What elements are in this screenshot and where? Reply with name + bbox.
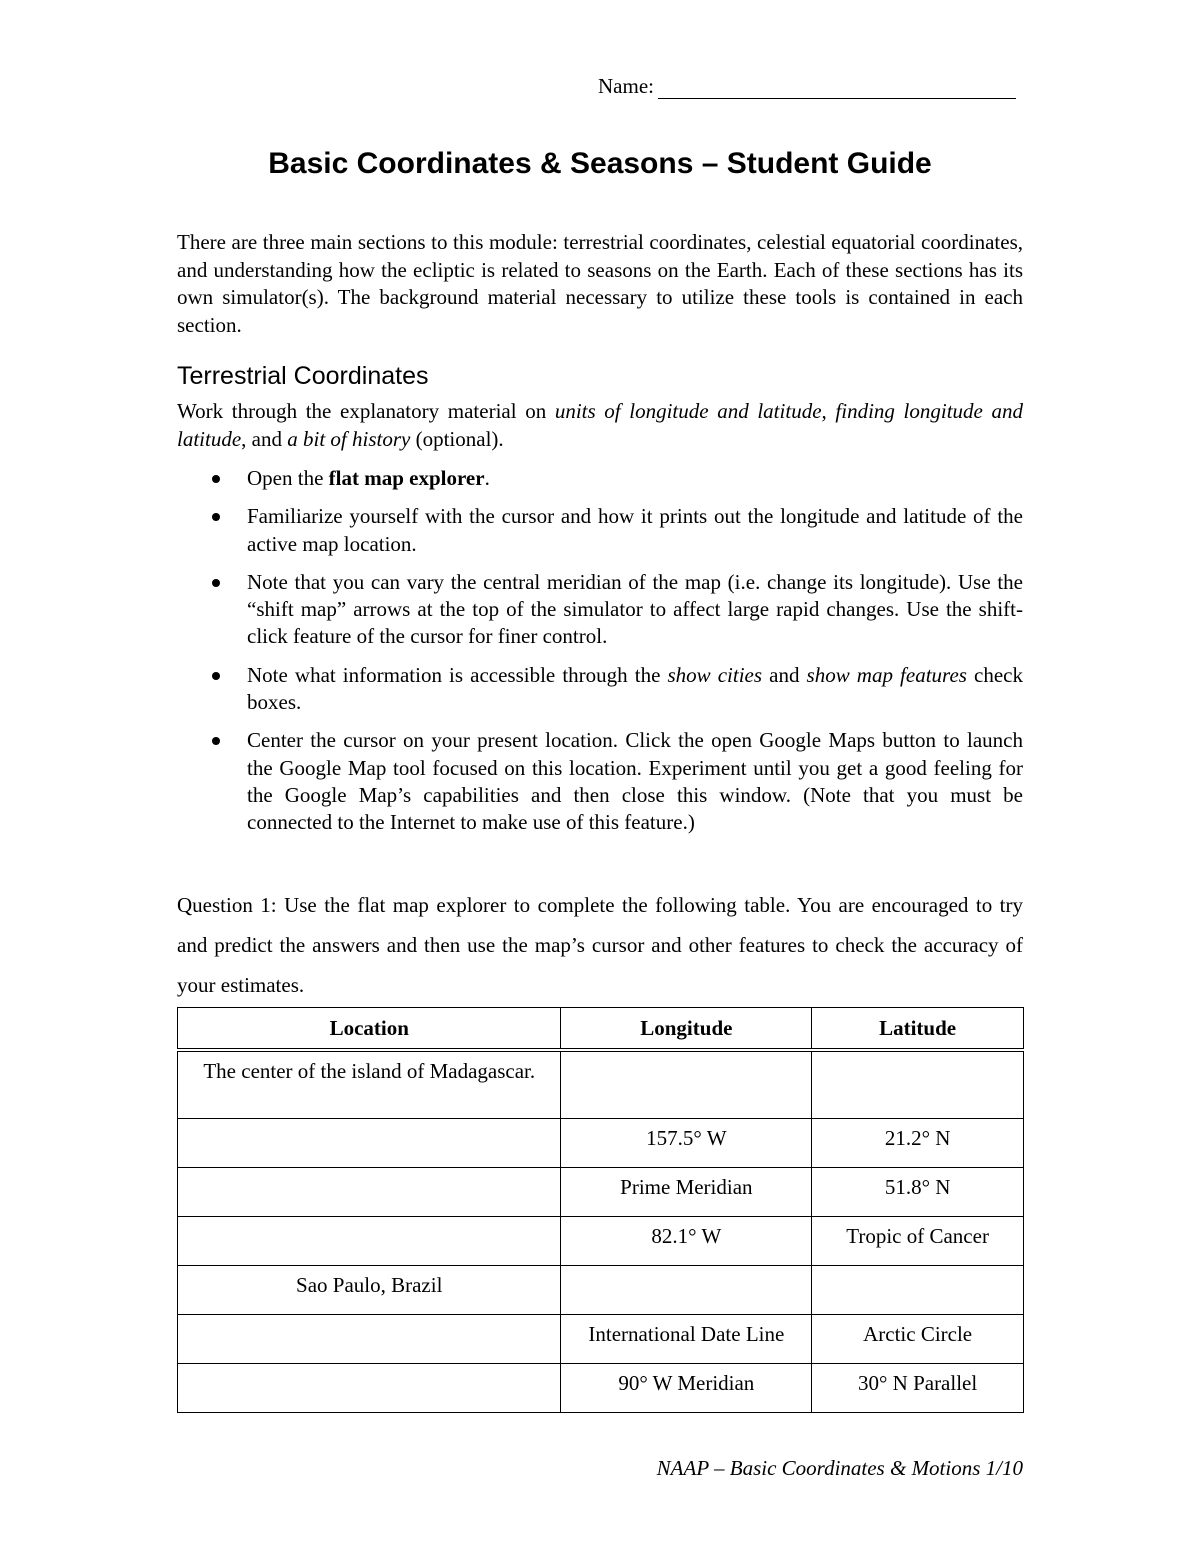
name-blank-line[interactable] [658,78,1016,99]
work-link-units: units of longitude and latitude [554,399,822,423]
show-map-features-term: show map features [806,662,967,687]
list-item [177,569,1023,651]
page-footer: NAAP – Basic Coordinates & Motions 1/10 [656,1456,1023,1480]
table-cell-latitude[interactable] [812,1050,1024,1119]
bullet-text: Note what information is accessible through the [247,662,668,687]
table-cell-latitude[interactable] [812,1266,1024,1315]
show-cities-term: show cities [667,662,763,687]
bullet-icon [212,672,220,680]
table-cell-longitude[interactable] [561,1266,812,1315]
table-cell-location[interactable] [178,1217,561,1266]
bullet-text: Open the [247,466,329,490]
instructions-list [177,465,1023,848]
bullet-icon [212,579,220,587]
table-row [178,1050,1024,1119]
column-header-location: Location [178,1008,561,1051]
work-through-paragraph [177,398,1023,453]
flat-map-explorer-term: flat map explorer [328,466,485,490]
table-cell-latitude: Arctic Circle [812,1315,1024,1364]
page-title: Basic Coordinates & Seasons – Student Guide [268,147,932,180]
table-cell-latitude: 51.8° N [812,1168,1024,1217]
list-item [177,727,1023,836]
name-field[interactable] [598,74,1016,99]
table-cell-location[interactable] [178,1168,561,1217]
table-row [178,1364,1024,1413]
question-1: Question 1: Use the flat map explorer to complete the following table. You are encouraged to try and predict the answers and then use the map’s cursor and other features to check the accuracy of your estimates. [177,893,1023,997]
bullet-text: . [484,466,490,490]
table-cell-location[interactable] [178,1119,561,1168]
work-text-1: Work through the explanatory material on [177,399,555,423]
coordinates-table [177,1007,1024,1413]
table-row [178,1315,1024,1364]
table-cell-longitude: 82.1° W [561,1217,812,1266]
table-row [178,1217,1024,1266]
work-text-2: , [821,399,836,423]
table-cell-latitude: Tropic of Cancer [812,1217,1024,1266]
bullet-text: check boxes. [247,662,1023,715]
table-cell-longitude: 157.5° W [561,1119,812,1168]
column-header-latitude: Latitude [812,1008,1024,1051]
name-label: Name: [598,74,654,98]
table-cell-longitude: Prime Meridian [561,1168,812,1217]
bullet-text: and [762,662,807,687]
section-heading-terrestrial: Terrestrial Coordinates [177,362,429,390]
intro-paragraph: There are three main sections to this module: terrestrial coordinates, celestial equatorial coordinates, and understanding how the ecliptic is related to seasons on the Earth. Each of these sections has its own simulator(s). The background material necessary to utilize these tools is contained in each section. [177,230,1023,337]
table-cell-longitude: International Date Line [561,1315,812,1364]
column-header-longitude: Longitude [561,1008,812,1051]
table-cell-location: Sao Paulo, Brazil [178,1266,561,1315]
table-row [178,1119,1024,1168]
bullet-icon [212,475,220,483]
work-text-3: , and [241,426,288,451]
table-cell-location[interactable]: The center of the island of Madagascar. [178,1050,561,1119]
list-item [177,662,1023,717]
table-cell-longitude: 90° W Meridian [561,1364,812,1413]
bullet-text: Center the cursor on your present location. Click the open Google Maps button to launch the Google Map tool focused on this location. Experiment until you get a good feeling for the Google Map’s capabilities and then close this window. (Note that you must be connected to the Internet to make use of this feature.) [247,728,1023,835]
table-cell-latitude: 21.2° N [812,1119,1024,1168]
table-row [178,1168,1024,1217]
table-cell-location[interactable] [178,1364,561,1413]
work-text-4: (optional). [410,426,504,451]
bullet-text: Familiarize yourself with the cursor and how it prints out the longitude and latitude of the active map location. [247,504,1023,556]
list-item [177,465,1023,492]
bullet-icon [212,513,220,521]
table-cell-location[interactable] [178,1315,561,1364]
work-link-history: a bit of history [287,426,411,451]
work-link-finding: finding longitude and latitude [177,399,1023,451]
bullet-icon [212,737,220,745]
table-header-row [178,1008,1024,1051]
table-row [178,1266,1024,1315]
bullet-text: Note that you can vary the central meridian of the map (i.e. change its longitude). Use the “shift map” arrows at the top of the simulator to affect large rapid changes. Use the shift-click feature of the cursor for finer control. [247,569,1023,649]
table-cell-longitude[interactable] [561,1050,812,1119]
table-cell-latitude: 30° N Parallel [812,1364,1024,1413]
list-item [177,503,1023,558]
